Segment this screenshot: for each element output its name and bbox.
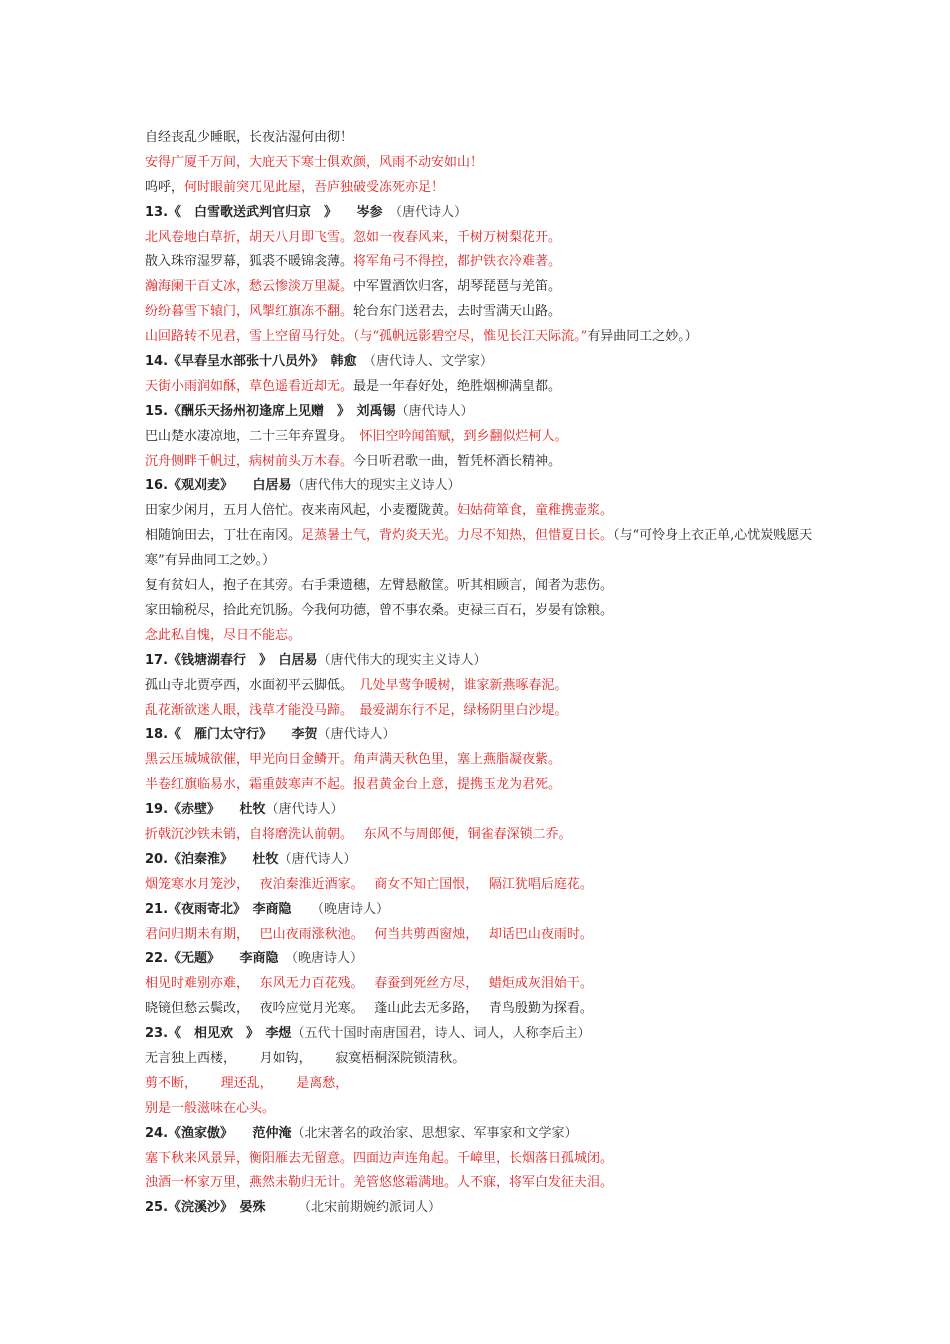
- poem-heading: [145, 1196, 825, 1221]
- author-note: （晚唐诗人）: [291, 901, 390, 917]
- poem-line: [145, 250, 825, 275]
- author-note: （唐代诗人）: [395, 403, 474, 419]
- verse-text: 晓镜但愁云鬓改， 夜吟应觉月光寒。 蓬山此去无多路， 青鸟殷勤为探看。: [145, 1001, 593, 1017]
- poem-line: [145, 375, 825, 400]
- poem-line: [145, 923, 825, 948]
- highlighted-verse: 黑云压城城欲催，甲光向日金鳞开。角声满天秋色里，塞上燕脂凝夜紫。: [145, 752, 562, 768]
- highlighted-verse: 念此私自愧，尽日不能忘。: [145, 627, 302, 643]
- highlighted-verse: 沉舟侧畔千帆过，病树前头万木春。: [145, 453, 354, 469]
- poem-line: [145, 773, 825, 798]
- author-note: （唐代诗人）: [278, 851, 357, 867]
- highlighted-verse: 别是一般滋味在心头。: [145, 1100, 276, 1116]
- poem-heading: [145, 1022, 825, 1047]
- verse-text: 家田输税尽，拾此充饥肠。今我何功德，曾不事农桑。吏禄三百石，岁晏有馀粮。: [145, 602, 614, 618]
- poem-line: [145, 151, 825, 176]
- poem-heading: [145, 898, 825, 923]
- poem-line: [145, 1097, 825, 1122]
- poem-line: [145, 176, 825, 201]
- verse-text: 散入珠帘湿罗幕，狐裘不暖锦衾薄。: [145, 254, 354, 270]
- poem-title: 15.《酬乐天扬州初逢席上见赠 》 刘禹锡: [145, 403, 396, 419]
- poem-line: [145, 674, 825, 699]
- poem-heading: [145, 1122, 825, 1147]
- poem-line: [145, 748, 825, 773]
- verse-text: 最是一年春好处，绝胜烟柳满皇都。: [353, 378, 562, 394]
- poem-title: 18.《 雁门太守行》 李贺: [145, 727, 318, 743]
- highlighted-verse: 最爱湖东行不足，绿杨阴里白沙堤。: [359, 702, 568, 718]
- verse-text: 孤山寺北贾亭西，水面初平云脚低。: [145, 677, 360, 693]
- author-note: （晚唐诗人）: [278, 951, 364, 967]
- poem-heading: [145, 400, 825, 425]
- verse-text: 巴山楚水凄凉地，二十三年弃置身。: [145, 428, 360, 444]
- poem-title: 13.《 白雪歌送武判官归京 》 岑参: [145, 204, 383, 220]
- author-note: （唐代伟大的现实主义诗人）: [317, 652, 487, 668]
- highlighted-verse: 塞下秋来风景异，衡阳雁去无留意。四面边声连角起。千嶂里，长烟落日孤城闭。: [145, 1150, 614, 1166]
- poem-heading: [145, 649, 825, 674]
- poem-title: 19.《赤壁》 杜牧: [145, 802, 266, 818]
- poem-line: [145, 574, 825, 599]
- verse-text: 田家少闲月，五月人倍忙。夜来南风起，小麦覆陇黄。: [145, 503, 458, 519]
- poem-title: 21.《夜雨寄北》 李商隐: [145, 901, 292, 917]
- verse-text: 今日听君歌一曲，暂凭杯酒长精神。: [353, 453, 562, 469]
- poem-line: [145, 425, 825, 450]
- author-note: （唐代诗人）: [317, 727, 396, 743]
- poem-line: [145, 1047, 825, 1072]
- author-note: （北宋前期婉约派词人）: [265, 1200, 442, 1216]
- author-note: （北宋著名的政治家、思想家、军事家和文学家）: [291, 1125, 578, 1141]
- author-note: （唐代诗人、文学家）: [356, 354, 494, 370]
- verse-text: 呜呼，: [145, 179, 185, 195]
- poem-line: [145, 624, 825, 649]
- verse-text: 自经丧乱少睡眠，长夜沾湿何由彻！: [145, 130, 354, 145]
- poem-title: 14.《早春呈水部张十八员外》 韩愈: [145, 354, 357, 370]
- poem-line: [145, 275, 825, 300]
- poem-heading: [145, 474, 825, 499]
- verse-text: 中军置酒饮归客，胡琴琵琶与羌笛。: [353, 279, 562, 295]
- verse-text: 复有贫妇人，抱子在其旁。右手秉遗穗，左臂悬敝筐。听其相顾言，闻者为悲伤。: [145, 578, 614, 594]
- highlighted-verse: 纷纷暮雪下辕门，风掣红旗冻不翻。: [145, 304, 354, 320]
- poem-line: [145, 997, 825, 1022]
- poem-line: [145, 499, 825, 524]
- highlighted-verse: 怀旧空吟闻笛赋，到乡翻似烂柯人。: [359, 428, 568, 444]
- highlighted-verse: 妇姑荷箪食，童稚携壶浆。: [457, 503, 614, 519]
- poem-heading: [145, 798, 825, 823]
- highlighted-verse: 折戟沉沙铁未销，自将磨洗认前朝。 东风不与周郎便，铜雀春深锁二乔。: [145, 826, 572, 842]
- poem-line: [145, 1171, 825, 1196]
- highlighted-verse: 半卷红旗临易水，霜重鼓寒声不起。报君黄金台上意，提携玉龙为君死。: [145, 777, 562, 793]
- poem-heading: [145, 350, 825, 375]
- poem-line: [145, 524, 825, 574]
- verse-text: （与“可怜身上衣正单,心忧炭贱愿天寒”有异曲同工之妙。）: [145, 528, 813, 569]
- poem-title: 25.《浣溪沙》 晏殊: [145, 1200, 266, 1216]
- highlighted-verse: 足蒸暑土气，背灼炎天光。力尽不知热，但惜夏日长。: [301, 528, 614, 544]
- highlighted-verse: 将军角弓不得控，都护铁衣冷难著。: [353, 254, 562, 270]
- poem-title: 20.《泊秦淮》 杜牧: [145, 851, 279, 867]
- poem-title: 22.《无题》 李商隐: [145, 951, 279, 967]
- author-note: （唐代诗人）: [265, 802, 344, 818]
- poem-line: [145, 873, 825, 898]
- highlighted-verse: 天街小雨润如酥，草色遥看近却无。: [145, 378, 354, 394]
- poem-line: [145, 126, 825, 151]
- verse-text: 有异曲同工之妙。）: [587, 329, 698, 345]
- poem-line: [145, 599, 825, 624]
- poem-line: [145, 1147, 825, 1172]
- highlighted-verse: 瀚海阑干百丈冰，愁云惨淡万里凝。: [145, 279, 354, 295]
- highlighted-verse: 剪不断， 理还乱， 是离愁，: [145, 1075, 349, 1091]
- poem-line: [145, 325, 825, 350]
- highlighted-verse: 君问归期未有期， 巴山夜雨涨秋池。 何当共剪西窗烛， 却话巴山夜雨时。: [145, 926, 593, 942]
- poem-heading: [145, 947, 825, 972]
- verse-text: 轮台东门送君去，去时雪满天山路。: [353, 304, 562, 320]
- poem-heading: [145, 848, 825, 873]
- highlighted-verse: 烟笼寒水月笼沙， 夜泊秦淮近酒家。 商女不知亡国恨， 隔江犹唱后庭花。: [145, 876, 593, 892]
- poem-document: [145, 126, 825, 1221]
- poem-line: [145, 972, 825, 997]
- poem-line: [145, 699, 825, 724]
- poem-line: [145, 226, 825, 251]
- poem-line: [145, 300, 825, 325]
- poem-title: 24.《渔家傲》 范仲淹: [145, 1125, 292, 1141]
- poem-line: [145, 1072, 825, 1097]
- poem-title: 17.《钱塘湖春行 》 白居易: [145, 652, 318, 668]
- poem-heading: [145, 723, 825, 748]
- poem-title: 23.《 相见欢 》 李煜: [145, 1026, 292, 1042]
- author-note: （唐代诗人）: [382, 204, 468, 220]
- poem-title: 16.《观刈麦》 白居易: [145, 478, 292, 494]
- poem-line: [145, 450, 825, 475]
- author-note: （五代十国时南唐国君，诗人、词人，人称李后主）: [291, 1026, 591, 1042]
- highlighted-verse: 乱花渐欲迷人眼，浅草才能没马蹄。: [145, 702, 360, 718]
- verse-text: 无言独上西楼， 月如钩， 寂寞梧桐深院锁清秋。: [145, 1050, 466, 1066]
- verse-text: 相随饷田去，丁壮在南冈。: [145, 528, 302, 544]
- poem-line: [145, 823, 825, 848]
- author-note: （唐代伟大的现实主义诗人）: [291, 478, 461, 494]
- highlighted-verse: 浊酒一杯家万里，燕然未勒归无计。羌管悠悠霜满地。人不寐，将军白发征夫泪。: [145, 1175, 614, 1191]
- highlighted-verse: 何时眼前突兀见此屋，吾庐独破受冻死亦足！: [184, 179, 445, 195]
- highlighted-verse: 北风卷地白草折，胡天八月即飞雪。忽如一夜春风来，千树万树梨花开。: [145, 229, 562, 245]
- highlighted-verse: 安得广厦千万间，大庇天下寒士俱欢颜，风雨不动安如山！: [145, 154, 484, 170]
- highlighted-verse: 相见时难别亦难， 东风无力百花残。 春蚕到死丝方尽， 蜡炬成灰泪始干。: [145, 976, 593, 992]
- highlighted-verse: 几处早莺争暖树，谁家新燕啄春泥。: [359, 677, 568, 693]
- highlighted-verse: 山回路转不见君，雪上空留马行处。（与“孤帆远影碧空尽，惟见长江天际流。”: [145, 329, 588, 345]
- poem-heading: [145, 201, 825, 226]
